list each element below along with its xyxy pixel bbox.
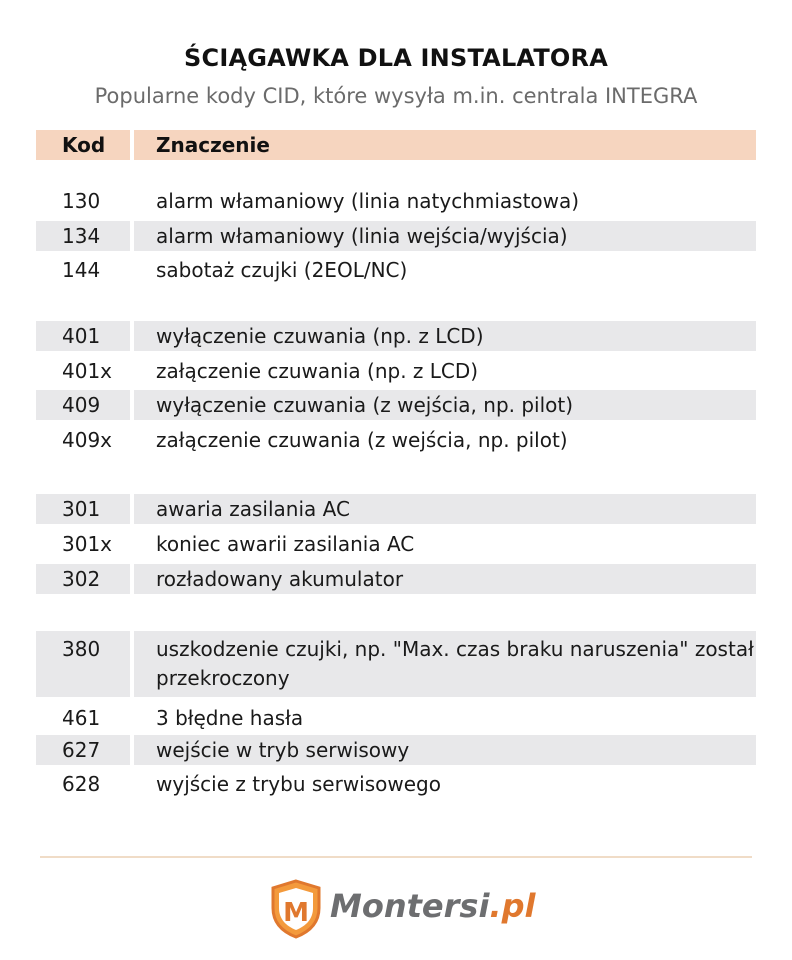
row-code: 401 (36, 321, 130, 351)
row-code: 409x (62, 428, 113, 452)
row-meaning: awaria zasilania AC (134, 494, 756, 524)
table-row (36, 564, 756, 594)
brand-name: Montersi (330, 887, 490, 925)
table-header-row (36, 130, 756, 160)
table-row (36, 390, 756, 420)
row-code: 401x (62, 359, 113, 383)
row-meaning: alarm włamaniowy (linia natychmiastowa) (156, 189, 580, 213)
row-code: 380 (36, 631, 130, 697)
table-row (36, 735, 756, 765)
row-meaning: załączenie czuwania (np. z LCD) (156, 359, 479, 383)
table-row (36, 255, 756, 285)
shield-m-icon (268, 878, 324, 940)
row-code: 409 (36, 390, 130, 420)
page-title: ŚCIĄGAWKA DLA INSTALATORA (184, 44, 608, 72)
row-meaning: wyłączenie czuwania (z wejścia, np. pilot) (134, 390, 756, 420)
row-meaning: uszkodzenie czujki, np. "Max. czas braku naruszenia" został przekroczony (134, 631, 756, 697)
row-code: 301 (36, 494, 130, 524)
row-code: 301x (62, 532, 113, 556)
table-row (36, 356, 756, 386)
row-code: 627 (36, 735, 130, 765)
row-meaning: załączenie czuwania (z wejścia, np. pilot) (156, 428, 568, 452)
row-code: 461 (62, 706, 101, 730)
row-code: 130 (62, 189, 101, 213)
row-code: 144 (62, 258, 101, 282)
table-row (36, 321, 756, 351)
row-meaning: koniec awarii zasilania AC (156, 532, 415, 556)
header-meaning: Znaczenie (134, 130, 756, 160)
table-row (36, 631, 756, 697)
row-meaning: alarm włamaniowy (linia wejścia/wyjścia) (134, 221, 756, 251)
row-meaning: wyłączenie czuwania (np. z LCD) (134, 321, 756, 351)
brand-logo[interactable] (268, 876, 548, 940)
table-row (36, 494, 756, 524)
table-row (36, 769, 756, 799)
row-meaning: sabotaż czujki (2EOL/NC) (156, 258, 408, 282)
table-row (36, 529, 756, 559)
table-row (36, 186, 756, 216)
row-meaning: 3 błędne hasła (156, 706, 304, 730)
header-code: Kod (36, 130, 130, 160)
row-meaning: rozładowany akumulator (134, 564, 756, 594)
logo-mark-letter: M (283, 898, 309, 928)
brand-wordmark (330, 886, 535, 926)
row-code: 628 (62, 772, 101, 796)
page-subtitle: Popularne kody CID, które wysyła m.in. centrala INTEGRA (94, 84, 698, 108)
brand-tld: .pl (489, 887, 536, 925)
row-code: 302 (36, 564, 130, 594)
row-code: 134 (36, 221, 130, 251)
row-meaning: wyjście z trybu serwisowego (156, 772, 441, 796)
table-row (36, 425, 756, 455)
footer-divider (40, 856, 752, 858)
row-meaning: wejście w tryb serwisowy (134, 735, 756, 765)
table-row (36, 221, 756, 251)
table-row (36, 703, 756, 733)
